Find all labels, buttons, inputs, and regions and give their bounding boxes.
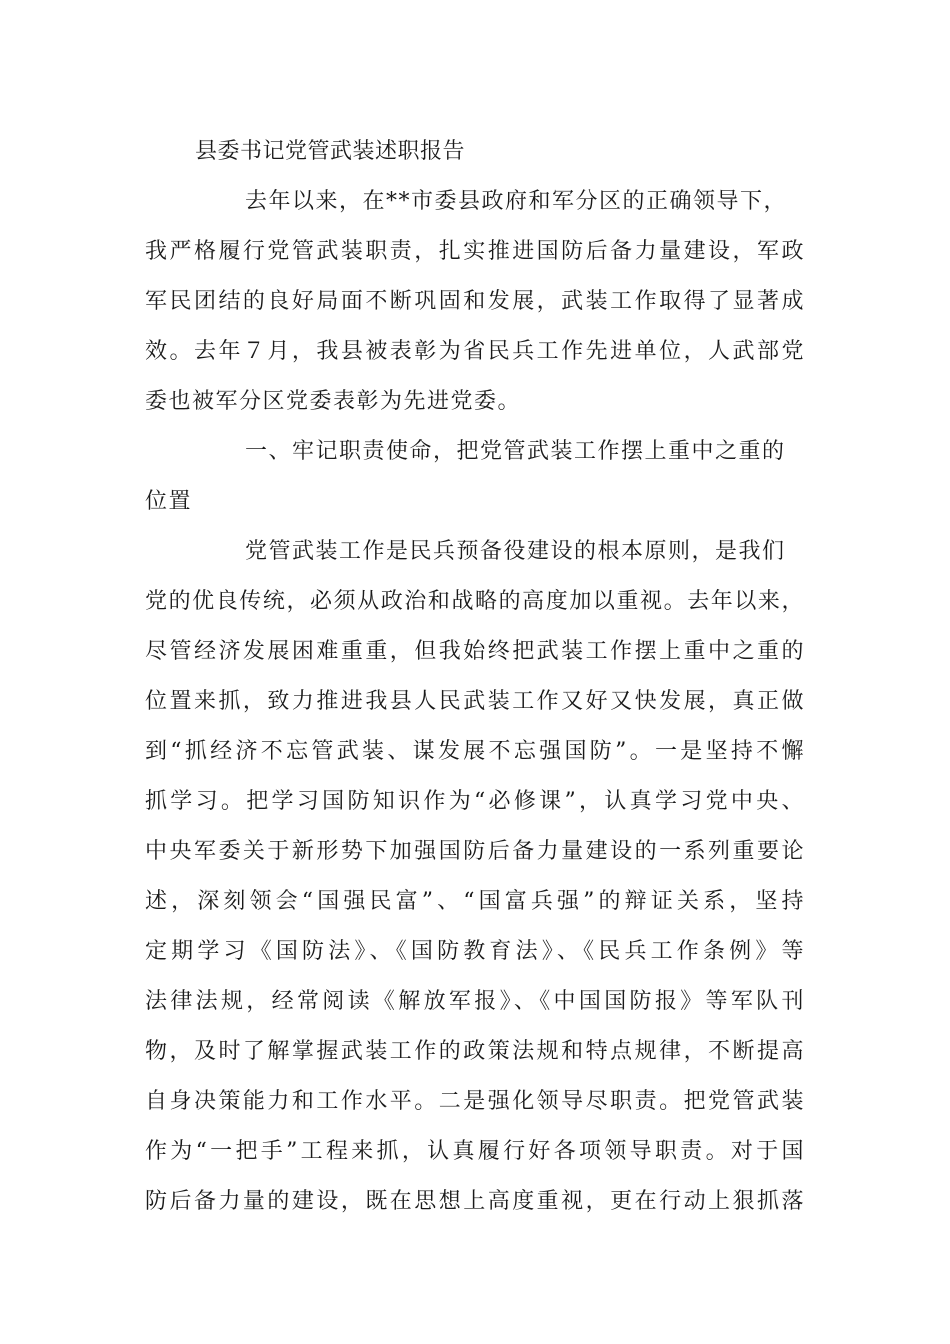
section-heading-line: 一、牢记职责使命，把党管武装工作摆上重中之重的 — [245, 439, 786, 464]
paragraph-line: 效。去年７月，我县被表彰为省民兵工作先进单位，人武部党 — [145, 339, 805, 364]
paragraph-line: 抓学习。把学习国防知识作为“必修课”，认真学习党中央、 — [145, 789, 805, 814]
paragraph-line: 防后备力量的建设，既在思想上高度重视，更在行动上狠抓落 — [145, 1189, 805, 1214]
paragraph-line: 作为“一把手”工程来抓，认真履行好各项领导职责。对于国 — [145, 1139, 805, 1164]
paragraph-line: 述，深刻领会“国强民富”、“国富兵强”的辩证关系，坚持 — [145, 889, 805, 914]
paragraph-line: 法律法规，经常阅读《解放军报》、《中国国防报》等军队刊 — [145, 989, 805, 1014]
paragraph-line: 定期学习《国防法》、《国防教育法》、《民兵工作条例》等 — [145, 939, 805, 964]
paragraph-line: 党的优良传统，必须从政治和战略的高度加以重视。去年以来， — [145, 589, 805, 614]
section-heading-line: 位置 — [145, 489, 193, 514]
paragraph-line: 军民团结的良好局面不断巩固和发展，武装工作取得了显著成 — [145, 289, 805, 314]
paragraph-line: 到“抓经济不忘管武装、谋发展不忘强国防”。一是坚持不懈 — [145, 739, 805, 764]
paragraph-line: 委也被军分区党委表彰为先进党委。 — [145, 389, 522, 414]
paragraph-line: 中央军委关于新形势下加强国防后备力量建设的一系列重要论 — [145, 839, 805, 864]
paragraph-line: 我严格履行党管武装职责，扎实推进国防后备力量建设，军政 — [145, 239, 805, 264]
document-title: 县委书记党管武装述职报告 — [195, 139, 466, 164]
paragraph-line: 自身决策能力和工作水平。二是强化领导尽职责。把党管武装 — [145, 1089, 805, 1114]
paragraph-line: 去年以来，在**市委县政府和军分区的正确领导下， — [245, 189, 788, 214]
paragraph-line: 尽管经济发展困难重重，但我始终把武装工作摆上重中之重的 — [145, 639, 805, 664]
paragraph-line: 党管武装工作是民兵预备役建设的根本原则，是我们 — [245, 539, 786, 564]
paragraph-line: 物，及时了解掌握武装工作的政策法规和特点规律，不断提高 — [145, 1039, 805, 1064]
paragraph-line: 位置来抓，致力推进我县人民武装工作又好又快发展，真正做 — [145, 689, 805, 714]
